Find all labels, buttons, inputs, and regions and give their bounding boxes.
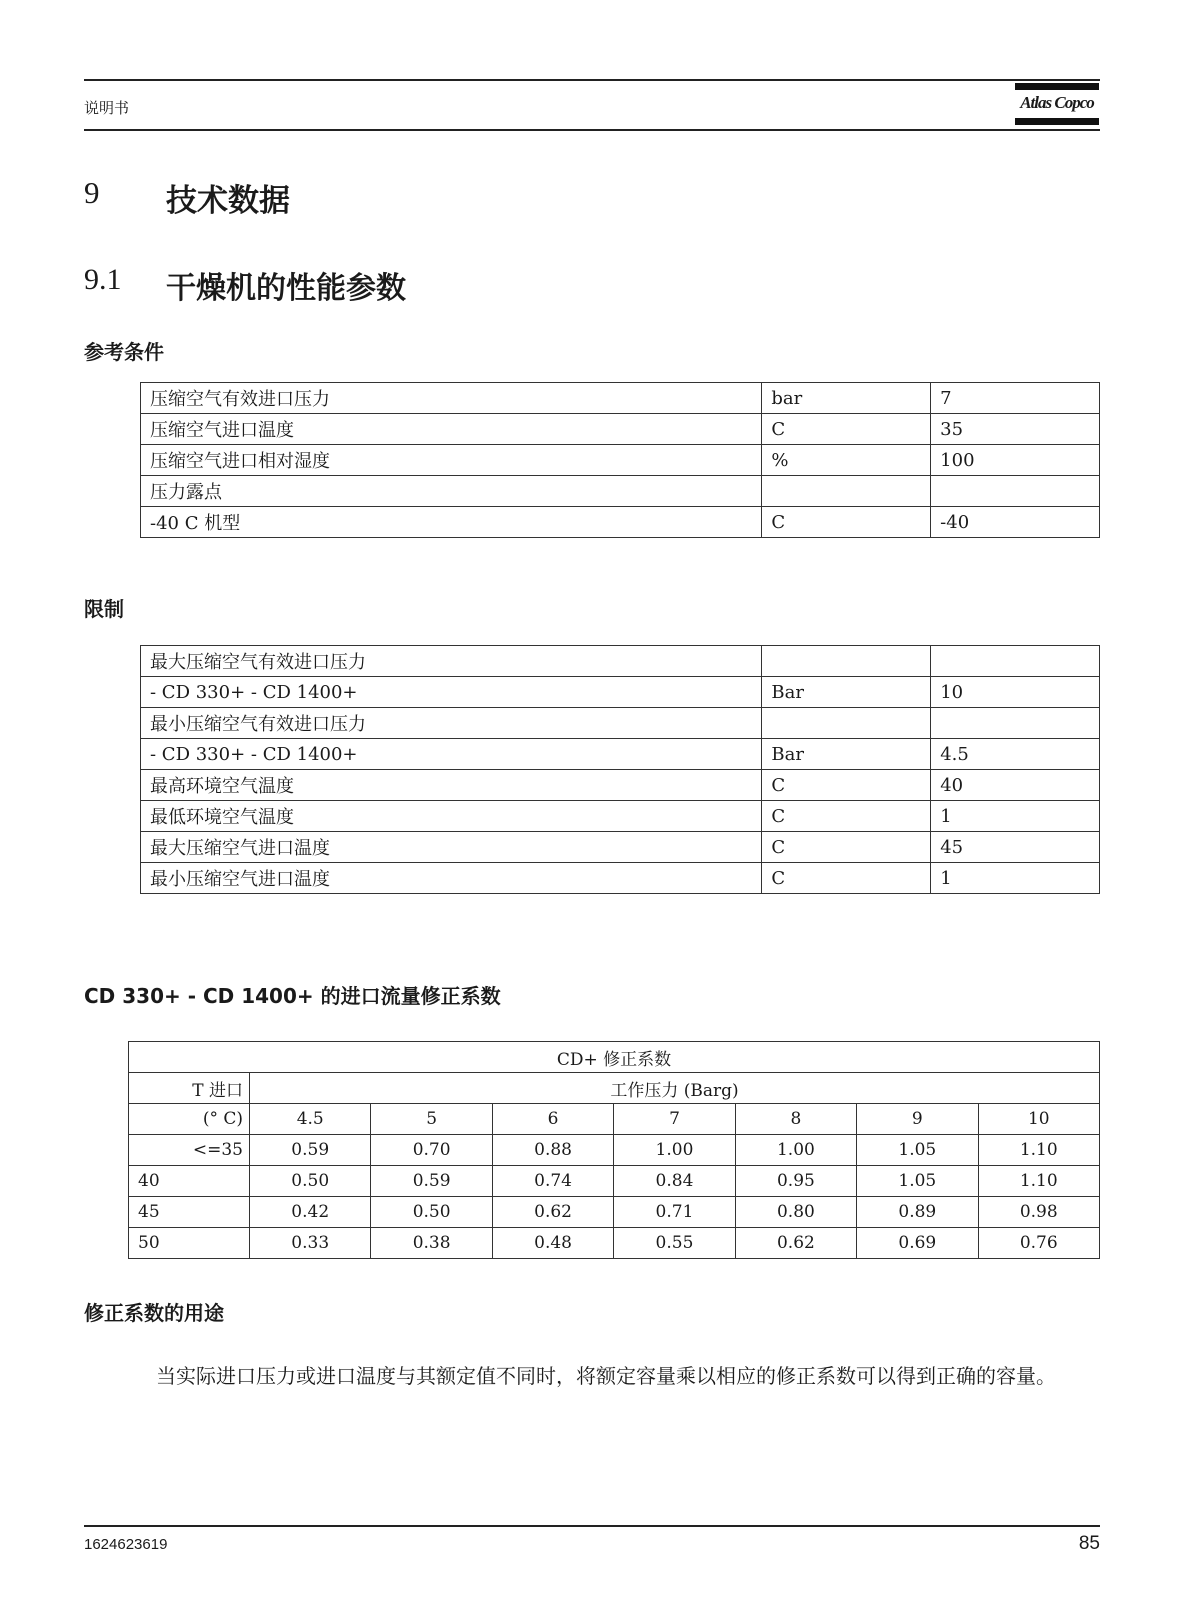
correction-value-cell: 0.50 xyxy=(371,1197,492,1228)
correction-value-cell: 0.62 xyxy=(735,1228,856,1259)
correction-table-title: CD+ 修正系数 xyxy=(129,1042,1100,1073)
correction-value-cell: 0.50 xyxy=(250,1166,371,1197)
temperature-cell: 50 xyxy=(129,1228,250,1259)
temperature-cell: 40 xyxy=(129,1166,250,1197)
unit-cell: C xyxy=(762,770,931,801)
logo-top-bar xyxy=(1015,83,1099,90)
correction-heading: CD 330+ - CD 1400+ 的进口流量修正系数 xyxy=(84,984,501,1008)
correction-value-cell: 0.84 xyxy=(614,1166,735,1197)
limits-row xyxy=(141,863,1100,894)
value-cell: 10 xyxy=(931,677,1100,708)
header-label: 说明书 xyxy=(84,99,130,117)
chapter-number: 9 xyxy=(84,175,100,210)
correction-value-cell: 0.95 xyxy=(735,1166,856,1197)
value-cell: 45 xyxy=(931,832,1100,863)
correction-value-cell: 0.88 xyxy=(492,1135,613,1166)
pressure-header-cell: 8 xyxy=(735,1104,856,1135)
value-cell xyxy=(931,646,1100,677)
unit-cell: Bar xyxy=(762,677,931,708)
unit-cell xyxy=(762,708,931,739)
correction-value-cell: 0.70 xyxy=(371,1135,492,1166)
correction-value-cell: 0.80 xyxy=(735,1197,856,1228)
temperature-cell: 45 xyxy=(129,1197,250,1228)
correction-value-cell: 1.00 xyxy=(614,1135,735,1166)
document-number: 1624623619 xyxy=(84,1536,168,1553)
unit-cell: C xyxy=(762,801,931,832)
limits-row xyxy=(141,646,1100,677)
value-cell: 1 xyxy=(931,801,1100,832)
limits-heading: 限制 xyxy=(84,597,124,621)
reference-row xyxy=(141,414,1100,445)
chapter-title: 技术数据 xyxy=(166,183,290,219)
limits-row xyxy=(141,832,1100,863)
atlas-copco-logo xyxy=(1015,80,1099,128)
correction-value-cell: 1.10 xyxy=(978,1166,1099,1197)
parameter-cell: - CD 330+ - CD 1400+ xyxy=(141,739,762,770)
parameter-cell: - CD 330+ - CD 1400+ xyxy=(141,677,762,708)
unit-cell: C xyxy=(762,414,931,445)
usage-heading: 修正系数的用途 xyxy=(84,1301,224,1325)
value-cell: 100 xyxy=(931,445,1100,476)
correction-value-cell: 0.38 xyxy=(371,1228,492,1259)
correction-row xyxy=(129,1197,1100,1228)
limits-row xyxy=(141,801,1100,832)
correction-value-cell: 0.76 xyxy=(978,1228,1099,1259)
unit-cell: C xyxy=(762,507,931,538)
correction-value-cell: 1.00 xyxy=(735,1135,856,1166)
reference-row xyxy=(141,507,1100,538)
correction-value-cell: 0.98 xyxy=(978,1197,1099,1228)
correction-value-cell: 0.71 xyxy=(614,1197,735,1228)
correction-value-cell: 1.05 xyxy=(857,1166,978,1197)
pressure-label: 工作压力 (Barg) xyxy=(250,1073,1100,1104)
logo-text: Atlas Copco xyxy=(1020,93,1094,112)
correction-value-cell: 0.89 xyxy=(857,1197,978,1228)
value-cell: 1 xyxy=(931,863,1100,894)
reference-heading: 参考条件 xyxy=(84,340,164,364)
unit-cell: C xyxy=(762,832,931,863)
pressure-header-cell: 9 xyxy=(857,1104,978,1135)
footer-rule xyxy=(84,1525,1100,1527)
parameter-cell: 压力露点 xyxy=(141,476,762,507)
header-top-rule xyxy=(84,79,1100,81)
pressure-header-cell: 7 xyxy=(614,1104,735,1135)
t-inlet-label: T 进口 xyxy=(129,1073,250,1104)
pressure-header-cell: 6 xyxy=(492,1104,613,1135)
correction-value-cell: 0.59 xyxy=(371,1166,492,1197)
limits-table xyxy=(140,645,1100,894)
parameter-cell: 最大压缩空气进口温度 xyxy=(141,832,762,863)
limits-row xyxy=(141,708,1100,739)
correction-value-cell: 0.48 xyxy=(492,1228,613,1259)
unit-cell: bar xyxy=(762,383,931,414)
correction-value-cell: 0.42 xyxy=(250,1197,371,1228)
correction-value-cell: 1.10 xyxy=(978,1135,1099,1166)
value-cell: 7 xyxy=(931,383,1100,414)
correction-value-cell: 0.55 xyxy=(614,1228,735,1259)
correction-factor-table xyxy=(128,1041,1100,1259)
value-cell xyxy=(931,708,1100,739)
unit-cell xyxy=(762,646,931,677)
reference-row xyxy=(141,445,1100,476)
correction-row xyxy=(129,1135,1100,1166)
correction-row xyxy=(129,1166,1100,1197)
section-number: 9.1 xyxy=(84,263,122,296)
value-cell: -40 xyxy=(931,507,1100,538)
parameter-cell: -40 C 机型 xyxy=(141,507,762,538)
reference-row xyxy=(141,383,1100,414)
temperature-cell: <=35 xyxy=(129,1135,250,1166)
pressure-header-cell: 10 xyxy=(978,1104,1099,1135)
reference-conditions-table xyxy=(140,382,1100,538)
limits-row xyxy=(141,770,1100,801)
t-unit-label: (° C) xyxy=(129,1104,250,1135)
pressure-header-cell: 5 xyxy=(371,1104,492,1135)
parameter-cell: 最大压缩空气有效进口压力 xyxy=(141,646,762,677)
pressure-header-row xyxy=(129,1104,1100,1135)
value-cell: 35 xyxy=(931,414,1100,445)
parameter-cell: 压缩空气进口相对湿度 xyxy=(141,445,762,476)
correction-row xyxy=(129,1228,1100,1259)
correction-value-cell: 1.05 xyxy=(857,1135,978,1166)
parameter-cell: 最低环境空气温度 xyxy=(141,801,762,832)
value-cell: 40 xyxy=(931,770,1100,801)
header-bottom-rule xyxy=(84,129,1100,131)
page-number: 85 xyxy=(1078,1533,1100,1554)
section-title: 干燥机的性能参数 xyxy=(166,271,406,306)
unit-cell: Bar xyxy=(762,739,931,770)
correction-value-cell: 0.74 xyxy=(492,1166,613,1197)
pressure-header-cell: 4.5 xyxy=(250,1104,371,1135)
unit-cell: C xyxy=(762,863,931,894)
parameter-cell: 最小压缩空气有效进口压力 xyxy=(141,708,762,739)
parameter-cell: 压缩空气有效进口压力 xyxy=(141,383,762,414)
reference-row xyxy=(141,476,1100,507)
correction-value-cell: 0.69 xyxy=(857,1228,978,1259)
limits-row xyxy=(141,677,1100,708)
parameter-cell: 压缩空气进口温度 xyxy=(141,414,762,445)
logo-bottom-bar xyxy=(1015,118,1099,125)
usage-paragraph: 当实际进口压力或进口温度与其额定值不同时，将额定容量乘以相应的修正系数可以得到正确的容量。 xyxy=(156,1364,1056,1388)
unit-cell xyxy=(762,476,931,507)
limits-row xyxy=(141,739,1100,770)
unit-cell: % xyxy=(762,445,931,476)
value-cell: 4.5 xyxy=(931,739,1100,770)
value-cell xyxy=(931,476,1100,507)
correction-value-cell: 0.33 xyxy=(250,1228,371,1259)
parameter-cell: 最高环境空气温度 xyxy=(141,770,762,801)
correction-value-cell: 0.62 xyxy=(492,1197,613,1228)
parameter-cell: 最小压缩空气进口温度 xyxy=(141,863,762,894)
correction-value-cell: 0.59 xyxy=(250,1135,371,1166)
